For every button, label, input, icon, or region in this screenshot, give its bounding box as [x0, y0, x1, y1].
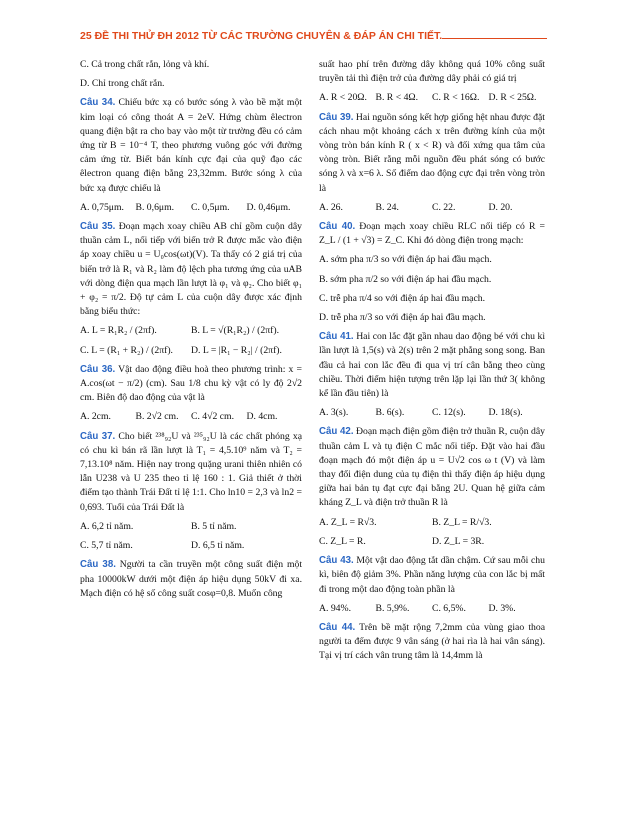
answers-35-ab — [80, 324, 302, 338]
answers-43 — [319, 602, 545, 616]
answer-d: D. 0,46μm. — [246, 201, 291, 213]
answers-41 — [319, 406, 545, 420]
answer-c: C. 12(s). — [432, 407, 466, 419]
question-text: Trên bề mặt rộng 7,2mm của vùng giao thoa người ta đếm được 9 vân sáng (ở hai rìa là hai vân sáng). Tại vị trí cách vân trung tâm là 14,4mm là — [319, 621, 545, 662]
left-column — [80, 58, 302, 606]
question-label: Câu 44. — [319, 621, 356, 633]
answer-c-line: C. Cả trong chất rắn, lỏng và khí. — [80, 59, 210, 70]
answer-d: D. 3%. — [488, 602, 516, 614]
answer-d-line: D. Chỉ trong chất rắn. — [80, 78, 165, 90]
answer-a: A. 26. — [319, 201, 343, 213]
answer-c: C. Z_L = R. — [319, 535, 366, 547]
question-text: Đoạn mạch xoay chiều RLC nối tiếp có R = Z_L / (1 + √3) = Z_C. Khi đó dòng điện trong mạch: — [319, 221, 545, 247]
answer-c: C. 0,5μm. — [191, 201, 230, 213]
question-35 — [80, 220, 302, 319]
question-label: Câu 37. — [80, 430, 116, 442]
question-label: Câu 36. — [80, 363, 116, 375]
question-38-continued: suất hao phí trên đường dây không quá 10% công suất truyền tải thì điện trở của đường dây phải có giá trị — [319, 59, 545, 85]
question-label: Câu 41. — [319, 331, 354, 343]
question-text: Hai nguồn sóng kết hợp giống hệt nhau được đặt cách nhau một khoảng cách x trên đường kính của một vòng tròn bán kính R ( x < R) và đối xứng qua tâm của vòng tròn. Biết rằng mỗi nguồn đều phát sóng có bước sóng λ và x=6 λ. Số điểm dao động cực đại trên vòng tròn là — [319, 111, 545, 194]
answer-d: D. R < 25Ω. — [488, 92, 537, 104]
answer-a: A. R < 20Ω. — [319, 92, 367, 104]
answer-b: B. 2√2 cm. — [135, 411, 179, 423]
question-text: Một vật dao động tắt dần chậm. Cứ sau mỗi chu kì, biên độ giảm 3%. Phần năng lượng của con lắc bị mất đi trong một dao động toàn phần là — [319, 555, 545, 595]
answer-c: C. trễ pha π/4 so với điện áp hai đầu mạch. — [319, 292, 486, 304]
answer-b: B. sớm pha π/2 so với điện áp hai đầu mạch. — [319, 273, 492, 285]
answer-a: A. sớm pha π/3 so với điện áp hai đầu mạch. — [319, 254, 492, 266]
answer-a: A. Z_L = R√3. — [319, 516, 377, 528]
question-label: Câu 34. — [80, 97, 116, 109]
answer-c: C. R < 16Ω. — [432, 92, 480, 104]
header-underline — [442, 28, 547, 39]
answer-c: C. 5,7 tỉ năm. — [80, 540, 133, 552]
header-title: 25 ĐỀ THI THỬ ĐH 2012 TỪ CÁC TRƯỜNG CHUYÊN & ĐÁP ÁN CHI TIẾT. — [80, 30, 443, 42]
answer-d: D. 4cm. — [246, 411, 278, 423]
question-text: Người ta cần truyền một công suất điện một pha 10000kW dưới một điện áp hiệu dụng 50kV đi xa. Mạch điện có hệ số công suất cosφ=0,8. Muốn công — [80, 559, 303, 599]
answer-d: D. Z_L = 3R. — [432, 535, 485, 547]
answer-b: B. 24. — [375, 201, 399, 213]
question-44 — [319, 621, 545, 664]
answer-d: D. 6,5 tỉ năm. — [191, 540, 245, 552]
question-text: Đoạn mạch xoay chiều AB chỉ gồm cuộn dây thuần cảm L, nối tiếp với biến trở R được mắc vào điện áp xoay chiều u = U₀cos(ωt)(V). Ta thấy có 2 giá trị của biến trở là R₁ và R₂ làm độ lệch pha tương ứng của uAB với dòng điện qua mạch lần lượt là φ₁ và φ₂. Cho biết φ₁ + φ₂ = π/2. Độ tự cảm L của cuộn dây được xác định bằng biểu thức: — [80, 221, 303, 318]
answer-b: B. 5,9%. — [375, 602, 410, 614]
answer-a: A. 94%. — [319, 602, 352, 614]
question-41 — [319, 330, 545, 401]
answers-42-cd — [319, 535, 545, 549]
answers-35-cd — [80, 344, 302, 358]
answers-42-ab — [319, 516, 545, 530]
answer-d: D. 20. — [488, 201, 513, 213]
question-text: Cho biết ²³⁸₉₂U và ²³⁵₉₂U là các chất phóng xạ có chu kì bán rã lần lượt là T₁ = 4,5.10⁹ năm và T₂ = 7,13.10⁸ năm. Hiện nay trong quặng urani thiên nhiên có lẫn U238 và U 235 theo tỉ lệ 160 : 1. Giả thiết ở thời điểm tạo thành Trái Đất tỉ lệ 1:1. Cho ln10 = 2,3 và ln2 = 0,693. Tuổi của Trái Đất là — [80, 430, 302, 513]
right-column — [319, 58, 545, 669]
question-label: Câu 43. — [319, 555, 354, 567]
answers-37-cd — [80, 539, 302, 553]
answer-b: B. 5 tỉ năm. — [191, 520, 237, 532]
question-43 — [319, 554, 545, 597]
answer-c: C. L = (R₁ + R₂) / (2πf). — [80, 344, 173, 356]
question-34 — [80, 96, 302, 195]
question-text: Vật dao động điều hoà theo phương trình: x = A.cos(ωt − π/2) (cm). Sau 1/8 chu kỳ vật có ly độ 2√2 cm. Biên độ dao động của vật là — [80, 363, 302, 404]
answers-38 — [319, 91, 545, 105]
answer-a: A. 3(s). — [319, 407, 349, 419]
question-36 — [80, 363, 302, 406]
question-label: Câu 40. — [319, 221, 356, 233]
question-label: Câu 35. — [80, 221, 116, 233]
answer-b: B. 0,6μm. — [135, 201, 175, 213]
answer-b: B. L = √(R₁R₂) / (2πf). — [191, 325, 279, 337]
answer-b: B. 6(s). — [375, 407, 405, 419]
answer-c: C. 6,5%. — [432, 602, 466, 614]
question-text: Đoạn mạch điện gồm điện trở thuần R, cuộn dây thuần cảm L và tụ điện C mắc nối tiếp. Đặt vào hai đầu đoạn mạch đó một điện áp u = U√2 cos ω t (V) và làm thay đổi điện dung của tụ điện thì thấy điện áp hiệu dụng giữa hai bản tụ đạt cực đại bằng 2U. Quan hệ giữa cảm kháng Z_L và điện trở thuần R là — [319, 426, 545, 509]
answer-d: D. trễ pha π/3 so với điện áp hai đầu mạch. — [319, 312, 486, 324]
question-37 — [80, 430, 302, 515]
answer-d: D. L = |R₁ − R₂| / (2πf). — [191, 344, 282, 356]
answer-b: B. Z_L = R/√3. — [432, 516, 492, 528]
answer-b: B. R < 4Ω. — [375, 92, 419, 104]
question-label: Câu 39. — [319, 111, 354, 123]
question-label: Câu 42. — [319, 426, 354, 438]
question-38 — [80, 558, 302, 601]
answer-a: A. 2cm. — [80, 411, 111, 423]
answer-a: A. 0,75μm. — [80, 201, 124, 213]
answer-a: A. 6,2 tỉ năm. — [80, 520, 134, 532]
answer-c: C. 4√2 cm. — [191, 411, 234, 423]
answer-c: C. 22. — [432, 201, 456, 213]
question-42 — [319, 425, 545, 510]
question-39 — [319, 111, 545, 196]
answers-34 — [80, 201, 302, 215]
answer-a: A. L = R₁R₂ / (2πf). — [80, 325, 157, 337]
question-text: Hai con lắc đặt gần nhau dao động bé với chu kì lần lượt là 1,5(s) và 2(s) trên 2 mặt phẳng song song. Ban đầu cả hai con lắc đều đi qua vị trí cân bằng theo cùng chiều. Thời điểm hiện tượng trên lặp lại lần thứ 3( không kể lần đầu tiên) là — [319, 331, 546, 400]
question-label: Câu 38. — [80, 559, 116, 571]
question-text: Chiếu bức xạ có bước sóng λ vào bề mặt một kim loại có công thoát A = 2eV. Hứng chùm êlectron quang điện bật ra cho bay vào một từ trường đều có cảm ứng từ B = 10⁻⁴ T, theo phương vuông góc với đường cảm ứng từ. Biết bán kính cực đại của quỹ đạo các êlectron quang điện bằng 23,32mm. Bước sóng λ của bức xạ được chiếu là — [80, 97, 302, 194]
answers-39 — [319, 201, 545, 215]
answers-37-ab — [80, 520, 302, 534]
answer-d: D. 18(s). — [488, 407, 523, 419]
answers-36 — [80, 410, 302, 424]
page-header — [80, 28, 540, 42]
question-40 — [319, 220, 545, 248]
